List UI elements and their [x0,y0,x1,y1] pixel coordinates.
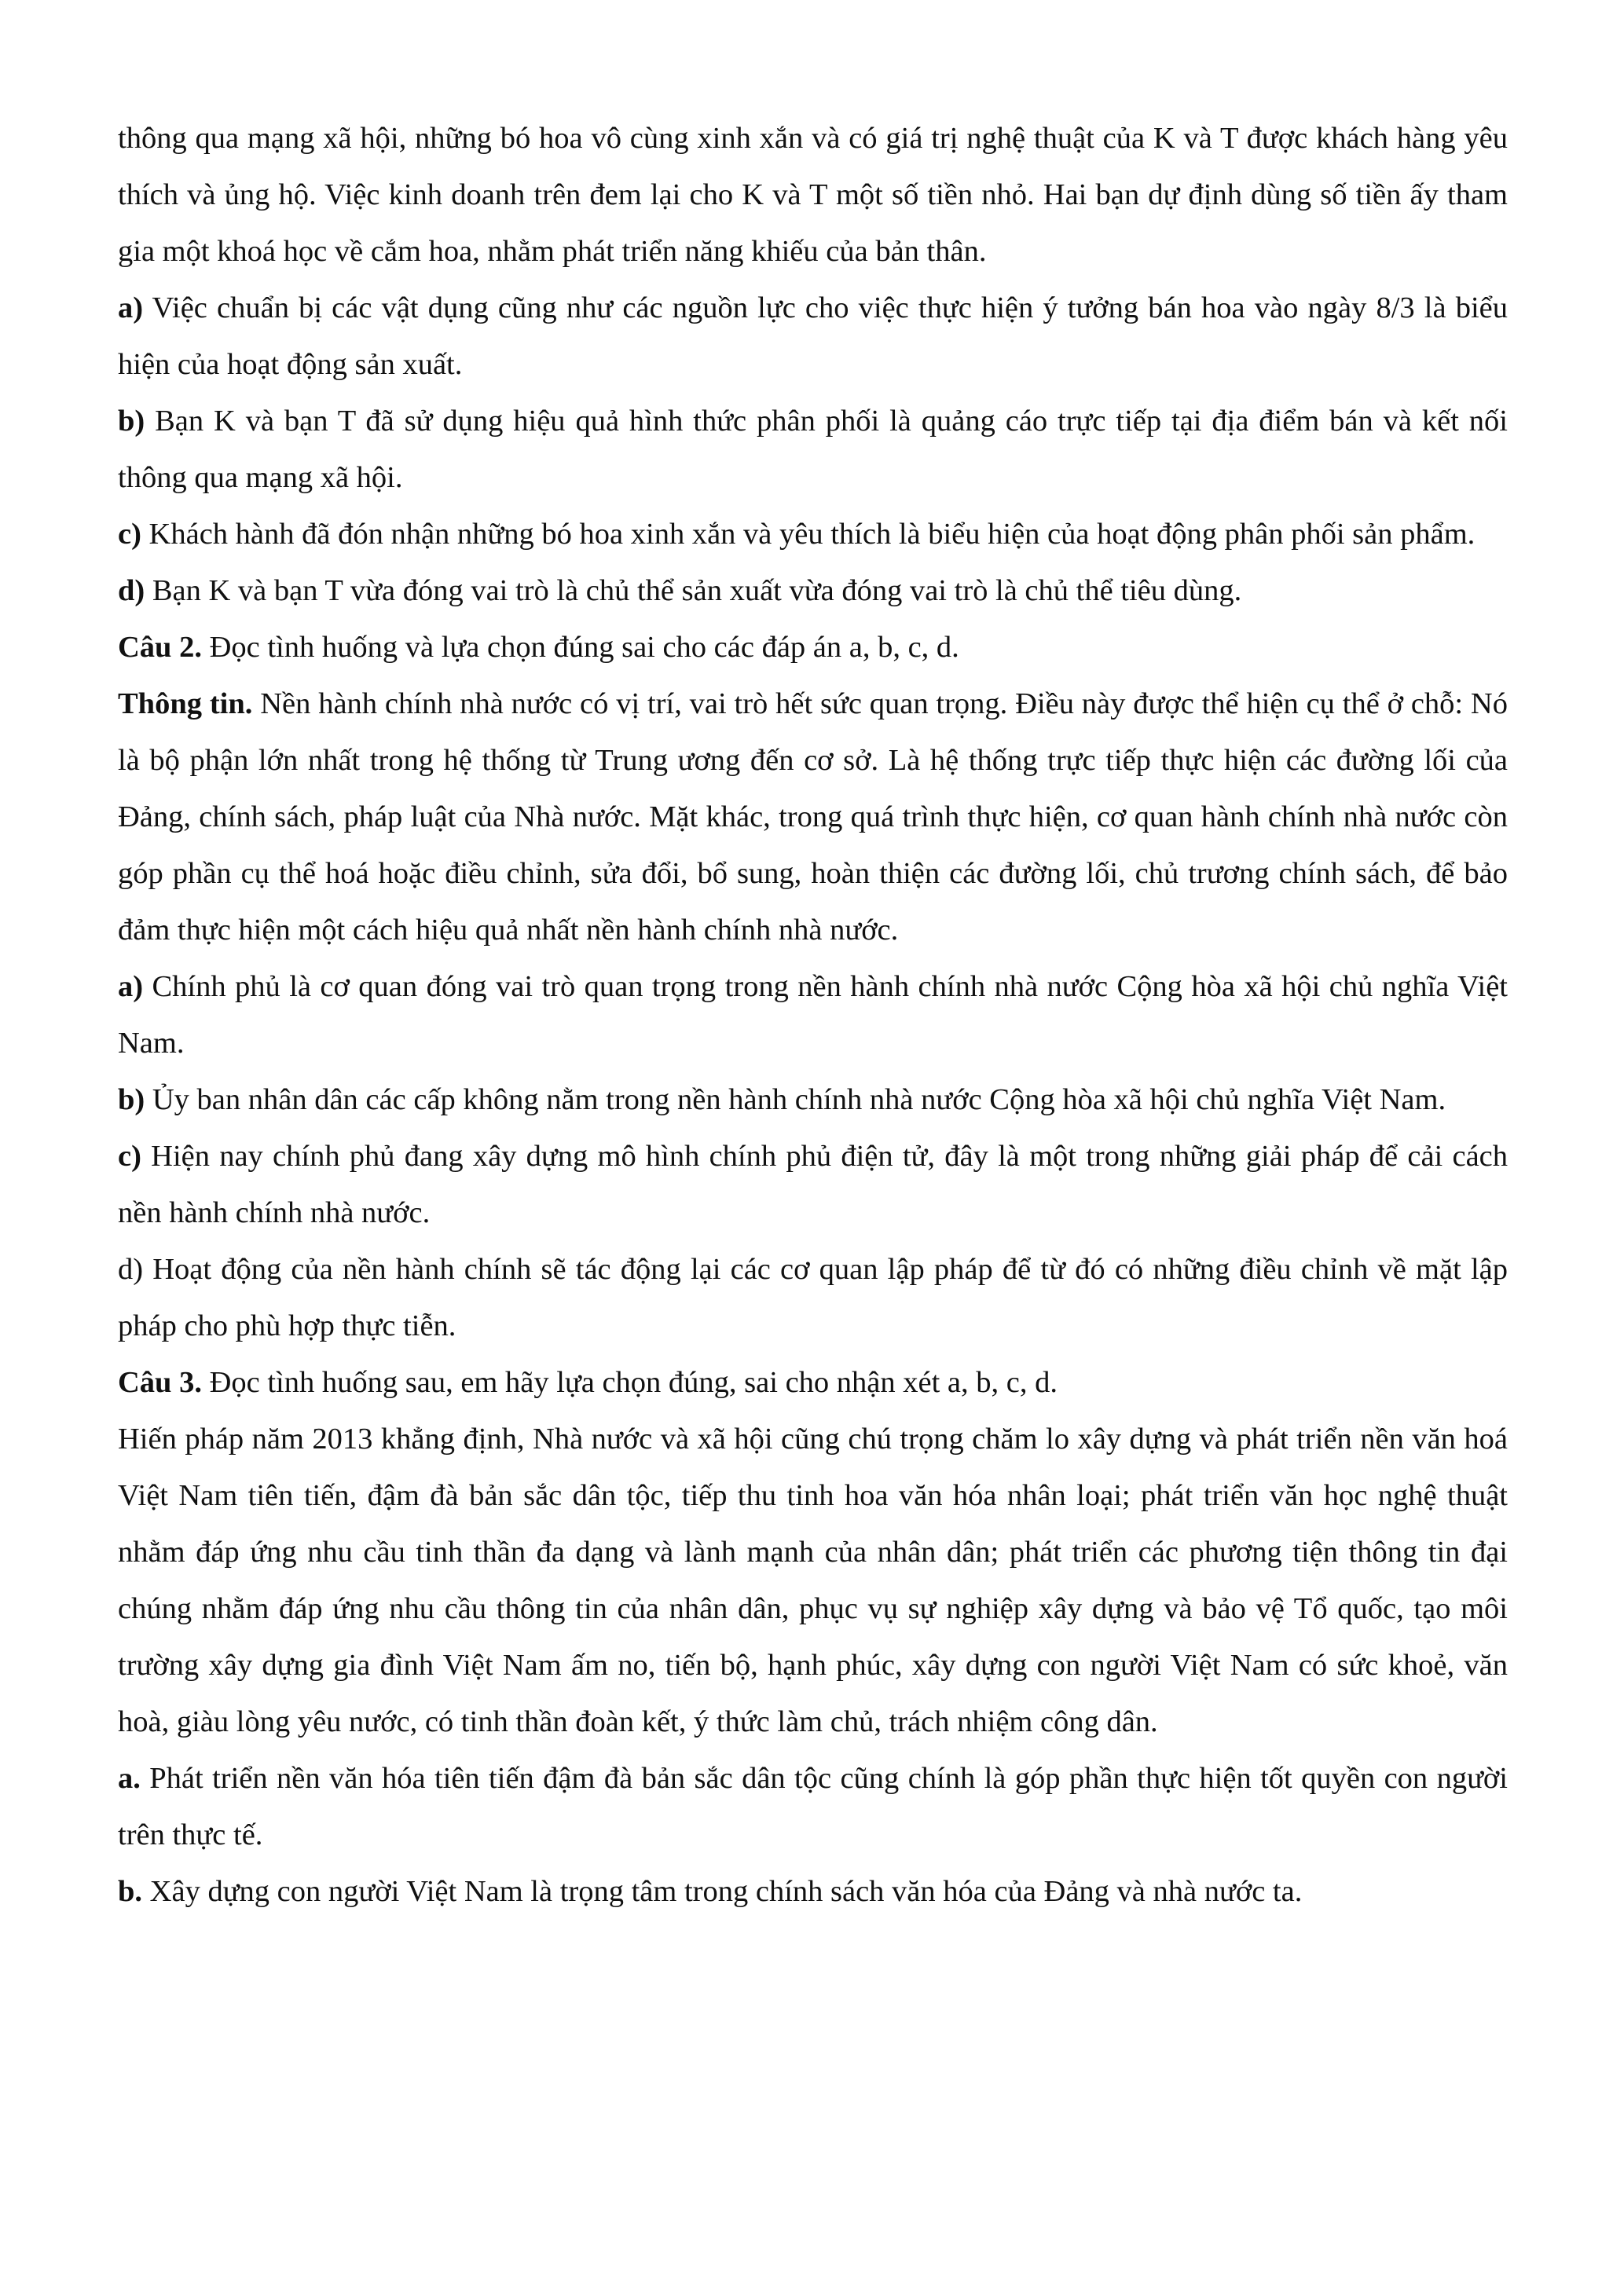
statement-label: b) [118,1083,145,1116]
question-3-context [118,1411,1508,1750]
statement-label: c) [118,1140,141,1173]
question-3-heading [118,1354,1508,1411]
statement-text: Ủy ban nhân dân các cấp không nằm trong nền hành chính nhà nước Cộng hòa xã hội chủ nghĩa Việt Nam. [145,1083,1446,1116]
statement-1b [118,393,1508,506]
statement-text: Hiện nay chính phủ đang xây dựng mô hình chính phủ điện tử, đây là một trong những giải pháp để cải cách nền hành chính nhà nước. [118,1140,1508,1229]
question-label: Câu 3. [118,1366,202,1399]
question-2-heading [118,619,1508,676]
statement-label: a. [118,1762,141,1795]
question-label: Câu 2. [118,631,202,664]
info-label: Thông tin. [118,687,253,720]
statement-label: d) [118,574,145,607]
paragraph-intro-continuation [118,110,1508,280]
statement-1d [118,562,1508,619]
statement-text: Bạn K và bạn T đã sử dụng hiệu quả hình thức phân phối là quảng cáo trực tiếp tại địa điểm bán và kết nối thông qua mạng xã hội. [118,405,1508,494]
statement-text: d) Hoạt động của nền hành chính sẽ tác động lại các cơ quan lập pháp để từ đó có những điều chỉnh về mặt lập pháp cho phù hợp thực tiễn. [118,1253,1508,1342]
question-text: Đọc tình huống và lựa chọn đúng sai cho các đáp án a, b, c, d. [201,631,959,664]
statement-label: a) [118,970,144,1003]
statement-text: Khách hành đã đón nhận những bó hoa xinh xắn và yêu thích là biểu hiện của hoạt động phân phối sản phẩm. [141,518,1476,551]
statement-1c [118,506,1508,562]
statement-3a [118,1750,1508,1863]
statement-label: c) [118,518,141,551]
statement-label: b) [118,405,145,438]
statement-label: b. [118,1875,143,1908]
paragraph-text: thông qua mạng xã hội, những bó hoa vô cùng xinh xắn và có giá trị nghệ thuật của K và T được khách hàng yêu thích và ủng hộ. Việc kinh doanh trên đem lại cho K và T một số tiền nhỏ. Hai bạn dự định dùng số tiền ấy tham gia một khoá học về cắm hoa, nhằm phát triển năng khiếu của bản thân. [118,122,1508,268]
statement-text: Phát triển nền văn hóa tiên tiến đậm đà bản sắc dân tộc cũng chính là góp phần thực hiện tốt quyền con người trên thực tế. [118,1762,1508,1851]
statement-text: Bạn K và bạn T vừa đóng vai trò là chủ thể sản xuất vừa đóng vai trò là chủ thể tiêu dùng. [145,574,1242,607]
statement-2a [118,958,1508,1071]
statement-2b [118,1071,1508,1128]
question-2-info [118,676,1508,958]
info-text: Nền hành chính nhà nước có vị trí, vai trò hết sức quan trọng. Điều này được thể hiện cụ thể ở chỗ: Nó là bộ phận lớn nhất trong hệ thống từ Trung ương đến cơ sở. Là hệ thống trực tiếp thực hiện các đường lối của Đảng, chính sách, pháp luật của Nhà nước. Mặt khác, trong quá trình thực hiện, cơ quan hành chính nhà nước còn góp phần cụ thể hoá hoặc điều chỉnh, sửa đổi, bổ sung, hoàn thiện các đường lối, chủ trương chính sách, để bảo đảm thực hiện một cách hiệu quả nhất nền hành chính nhà nước. [118,687,1508,947]
statement-text: Xây dựng con người Việt Nam là trọng tâm trong chính sách văn hóa của Đảng và nhà nước ta. [142,1875,1303,1908]
statement-3b [118,1863,1508,1920]
context-text: Hiến pháp năm 2013 khẳng định, Nhà nước và xã hội cũng chú trọng chăm lo xây dựng và phát triển nền văn hoá Việt Nam tiên tiến, đậm đà bản sắc dân tộc, tiếp thu tinh hoa văn hóa nhân loại; phát triển văn học nghệ thuật nhằm đáp ứng nhu cầu tinh thần đa dạng và lành mạnh của nhân dân; phát triển các phương tiện thông tin đại chúng nhằm đáp ứng nhu cầu thông tin của nhân dân, phục vụ sự nghiệp xây dựng và bảo vệ Tổ quốc, tạo môi trường xây dựng gia đình Việt Nam ấm no, tiến bộ, hạnh phúc, xây dựng con người Việt Nam có sức khoẻ, văn hoà, giàu lòng yêu nước, có tinh thần đoàn kết, ý thức làm chủ, trách nhiệm công dân. [118,1423,1508,1738]
statement-text: Việc chuẩn bị các vật dụng cũng như các nguồn lực cho việc thực hiện ý tưởng bán hoa vào ngày 8/3 là biểu hiện của hoạt động sản xuất. [118,291,1508,381]
statement-2d [118,1241,1508,1354]
statement-2c [118,1128,1508,1241]
question-text: Đọc tình huống sau, em hãy lựa chọn đúng, sai cho nhận xét a, b, c, d. [201,1366,1058,1399]
statement-text: Chính phủ là cơ quan đóng vai trò quan trọng trong nền hành chính nhà nước Cộng hòa xã hội chủ nghĩa Việt Nam. [118,970,1508,1060]
statement-label: a) [118,291,144,324]
statement-1a [118,280,1508,393]
